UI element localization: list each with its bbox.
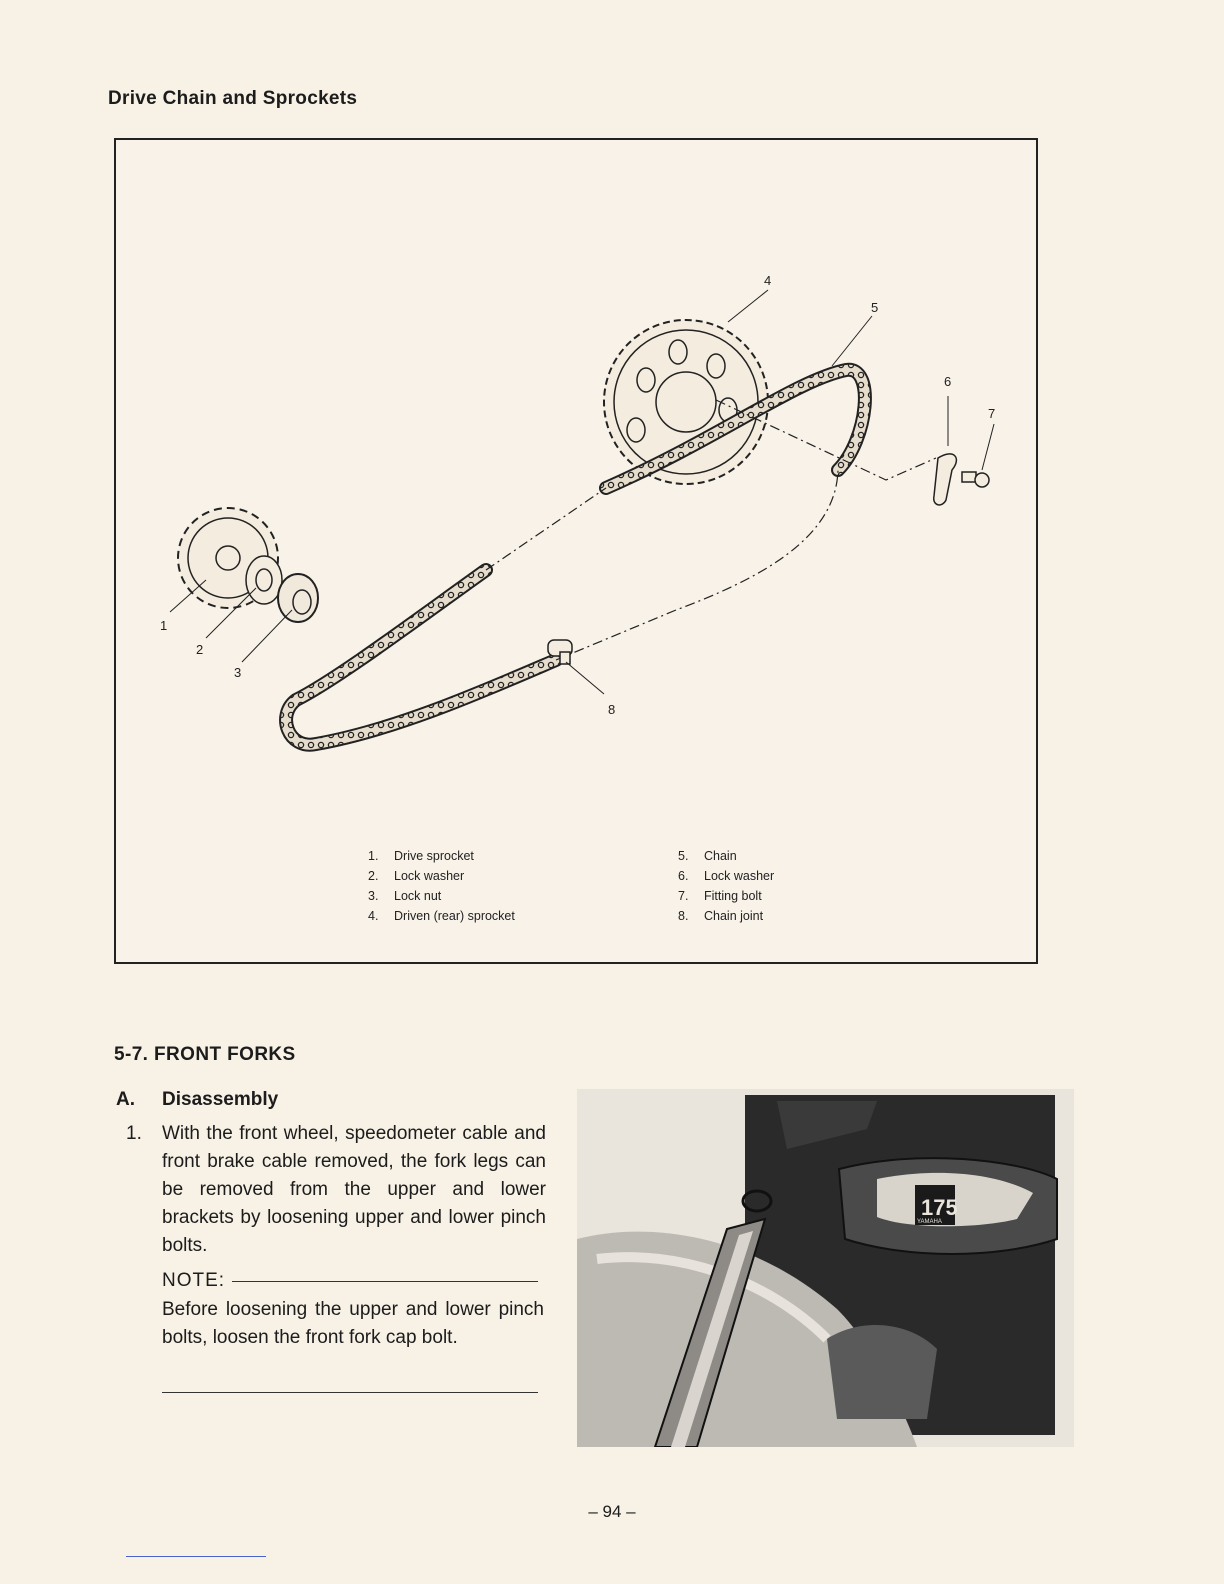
page-number: – 94 – <box>588 1502 636 1521</box>
legend-item: 7. Fitting bolt <box>678 889 762 903</box>
step-number: 1. <box>126 1123 142 1144</box>
callout-7: 7 <box>988 406 996 421</box>
callout-4: 4 <box>764 273 772 288</box>
bottom-link-rule <box>126 1556 266 1557</box>
driven-rear-sprocket <box>604 320 768 484</box>
callout-8: 8 <box>608 702 616 717</box>
legend-item: 4. Driven (rear) sprocket <box>368 909 515 923</box>
sub-heading <box>116 1089 278 1111</box>
callout-6: 6 <box>944 374 952 389</box>
note-label: NOTE: <box>162 1270 226 1291</box>
legend-item: 5. Chain <box>678 849 737 863</box>
drive-chain-exploded-diagram <box>116 140 1036 962</box>
callout-1: 1 <box>160 618 168 633</box>
legend-item: 2. Lock washer <box>368 869 465 883</box>
sub-heading-letter: A. <box>116 1089 135 1110</box>
legend-item: 3. Lock nut <box>368 889 442 903</box>
legend-item: 8. Chain joint <box>678 909 764 923</box>
lock-washer-front <box>246 556 282 604</box>
page-section-title: Drive Chain and Sprockets <box>108 88 358 109</box>
sub-heading-title: Disassembly <box>162 1089 279 1110</box>
photo-badge-brand: YAMAHA <box>917 1219 942 1225</box>
fitting-bolt <box>962 472 989 487</box>
photo-badge-number: 175 <box>921 1195 958 1220</box>
step-text: With the front wheel, speedometer cable and front brake cable removed, the fork legs can be removed from the upper and lower brackets by loosening upper and lower pinch bolts. <box>162 1123 546 1256</box>
callout-3: 3 <box>234 665 242 680</box>
leader-lines <box>170 290 994 694</box>
callout-2: 2 <box>196 642 204 657</box>
note-text: Before loosening the upper and lower pinch bolts, loosen the front fork cap bolt. <box>162 1299 544 1348</box>
legend-item: 1. Drive sprocket <box>368 849 474 863</box>
lock-washer-rear <box>934 454 957 505</box>
procedure-step <box>126 1120 546 1260</box>
lock-nut <box>278 574 318 622</box>
exploded-view-figure <box>114 138 1038 964</box>
legend-right-column <box>678 846 774 926</box>
legend-item: 6. Lock washer <box>678 869 775 883</box>
section-heading: 5-7. FRONT FORKS <box>114 1044 296 1065</box>
front-fork-photo <box>577 1089 1074 1447</box>
callout-5: 5 <box>871 300 879 315</box>
note-rule <box>232 1281 538 1282</box>
drive-chain <box>286 370 865 745</box>
note-end-rule <box>162 1392 538 1393</box>
legend-left-column <box>368 846 515 926</box>
